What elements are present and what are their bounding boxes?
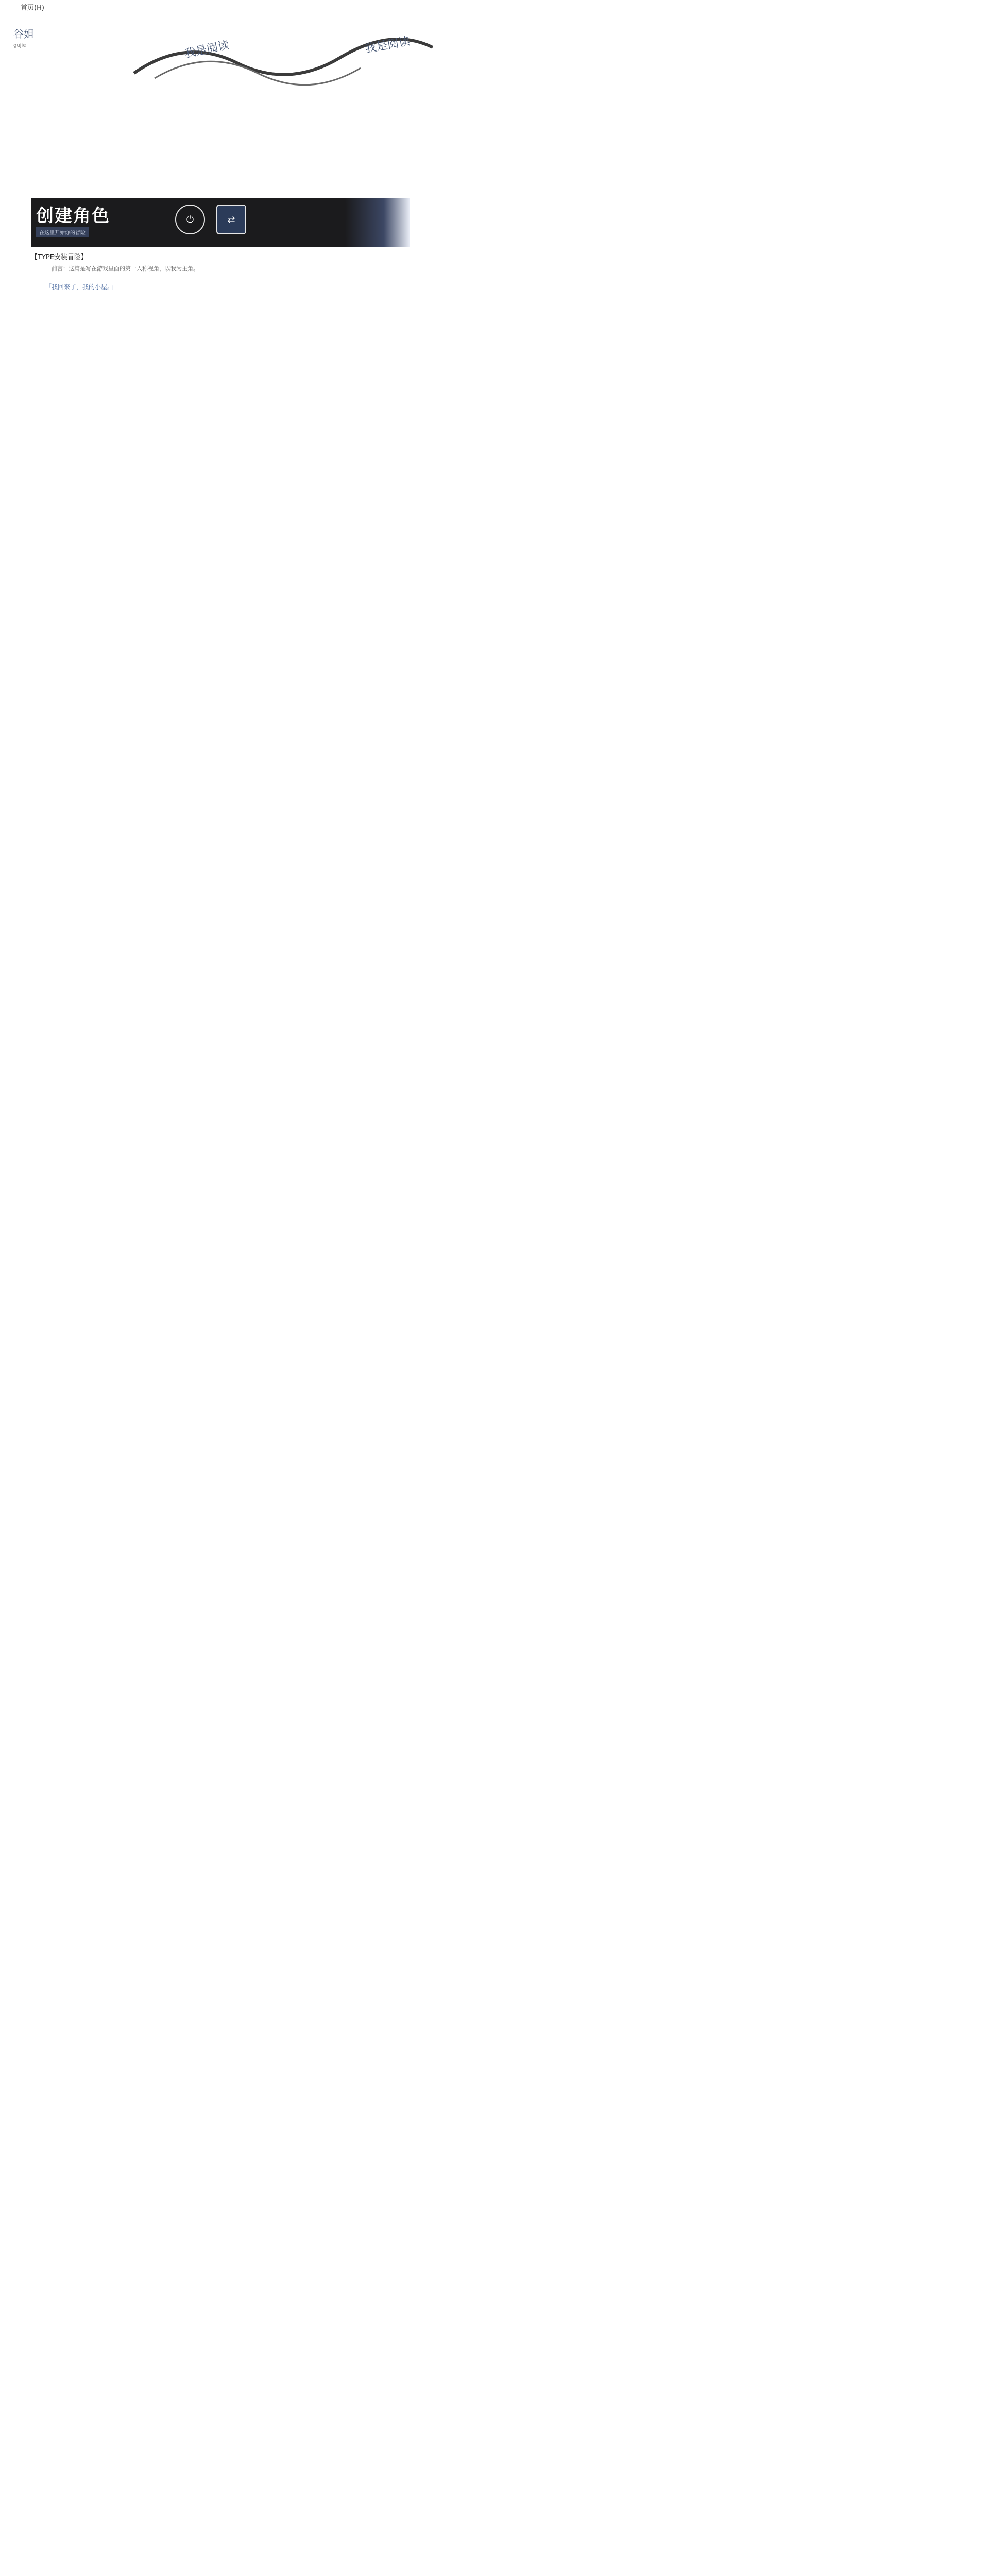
story-paragraph: 「我回来了，我的小屋。」 [45,283,117,291]
hero-side-art [345,198,410,247]
story-body [45,282,437,310]
hero-subtitle: 在这里开始你的冒险 [36,227,89,237]
power-icon[interactable]: ⏻ [175,205,205,234]
hero-title: 创建角色 [36,206,110,226]
header-banner [0,16,515,114]
banner-art-text-1: 我是阅读 [183,39,231,61]
shuffle-icon[interactable]: ⇄ [216,205,246,234]
article-intro: 前言：这篇是写在游戏里面的第一人称视角，以我为主角。 [52,265,199,272]
home-link[interactable]: 首页(H) [21,4,44,12]
banner-artwork [124,27,443,89]
site-logo-sub: gujie [13,43,26,48]
create-character-hero [31,198,410,247]
banner-art-text-2: 我是阅读 [364,35,411,56]
top-bar [0,0,989,13]
site-logo[interactable]: 谷姐 [13,28,34,40]
article-title: 【TYPE安装冒险】 [31,253,88,261]
